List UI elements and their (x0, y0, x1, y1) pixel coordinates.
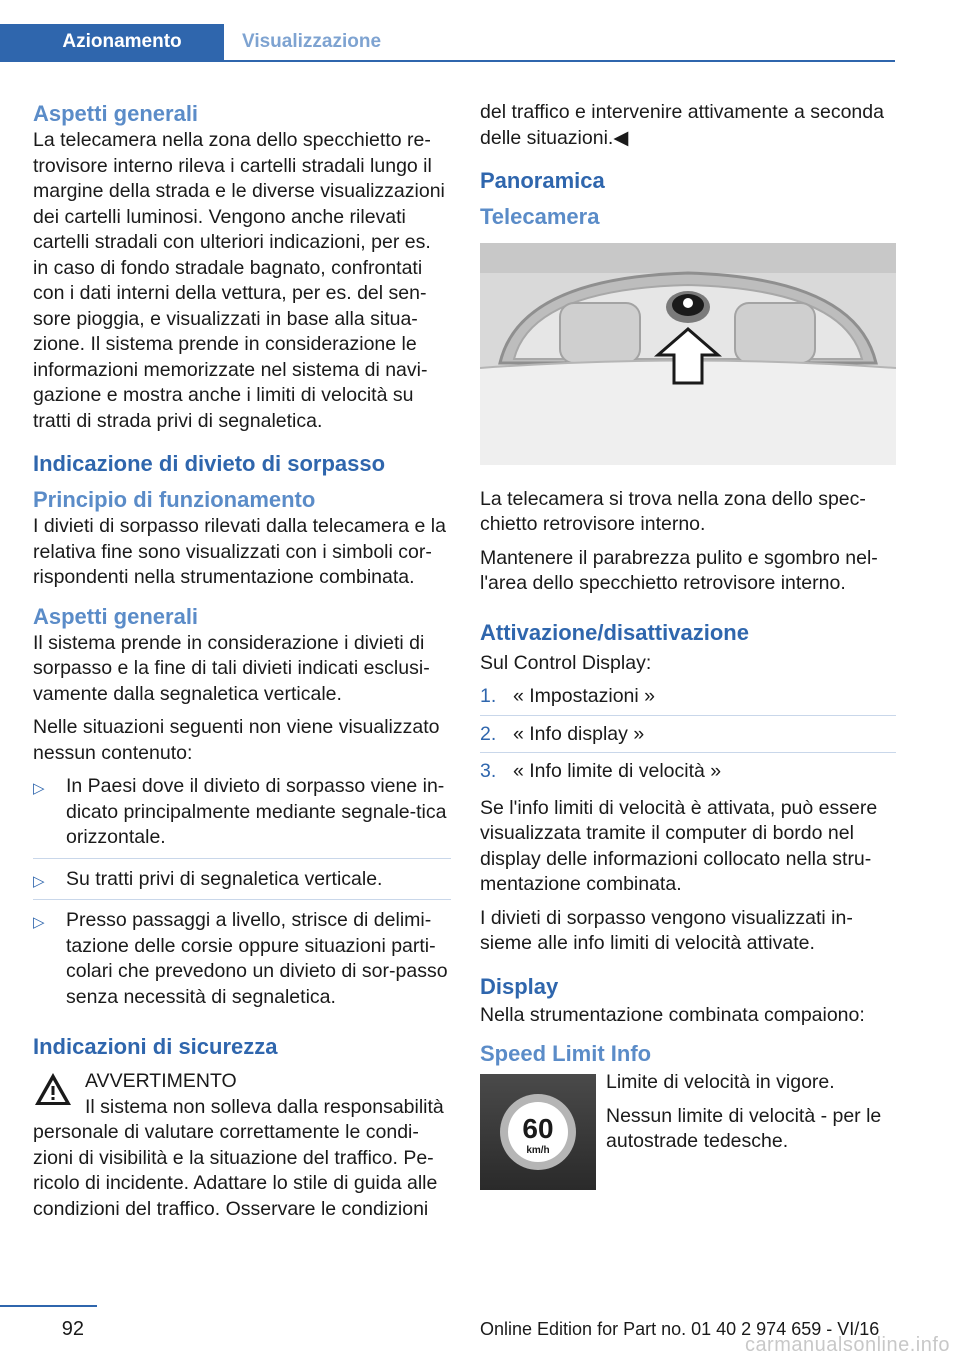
list-item (480, 722, 896, 754)
list-item-text: Presso passaggi a livello, strisce di delimi‐tazione delle corsie oppure situazioni parti‐colari che prevedono un divieto di sor‐passo senza necessità di segnaletica. (66, 909, 448, 1008)
heading-attivazione: Attivazione/disattivazione (480, 619, 749, 645)
step-text: « Info limite di velocità » (513, 760, 722, 782)
heading-speed-limit-info: Speed Limit Info (480, 1041, 652, 1066)
heading-principio: Principio di funzionamento (33, 487, 316, 512)
list-item (480, 684, 896, 716)
speed-limit-unit: km/h (526, 1145, 550, 1156)
list-item-text: Su tratti privi di segnaletica verticale. (66, 867, 383, 890)
list-item (33, 867, 451, 901)
left-column (33, 100, 451, 1222)
speed-limit-info (480, 1070, 896, 1190)
paragraph: del traffico e intervenire attivamente a seconda delle situazioni.◀ (480, 101, 884, 149)
step-number: 1. (480, 685, 497, 707)
step-text: « Impostazioni » (513, 685, 655, 707)
paragraph: Nessun limite di velocità - per le autostrade tedesche. (606, 1104, 882, 1152)
page-number-rule (0, 1305, 97, 1307)
chapter-tabs (0, 24, 895, 62)
warning-text: Il sistema non solleva dalla responsabilità personale di valutare correttamente le condi‐zioni di visibilità e la situazione del traffico. Pe‐ricolo di incidente. Adattare lo stile di guida alle condizioni del traffico. Osservare le condizioni (33, 1095, 444, 1220)
heading-divieto-sorpasso: Indicazione di divieto di sorpasso (33, 451, 386, 476)
speed-limit-value: 60 (522, 1113, 554, 1144)
tab-azionamento[interactable]: Azionamento (0, 24, 224, 60)
paragraph: Nella strumentazione combinata compaiono: (480, 1003, 865, 1026)
footer-edition: Online Edition for Part no. 01 40 2 974 659 - VI/16 (480, 1319, 880, 1339)
bullet-list (33, 774, 451, 1017)
paragraph: Sul Control Display: (480, 651, 652, 674)
warning-triangle-icon (33, 1071, 73, 1107)
page-number: 92 (61, 1318, 84, 1340)
speed-limit-sign-image (480, 1074, 596, 1190)
list-item (33, 908, 451, 1017)
warning-block (33, 1069, 451, 1222)
heading-sicurezza: Indicazioni di sicurezza (33, 1034, 278, 1059)
triangle-bullet-icon: ▷ (33, 914, 45, 931)
step-number: 3. (480, 760, 497, 782)
tab-rule (0, 60, 895, 62)
paragraph: Nelle situazioni seguenti non viene visualizzato nessun contenuto: (33, 716, 440, 764)
paragraph: La telecamera si trova nella zona dello spec‐chietto retrovisore interno. (480, 487, 866, 535)
list-item (480, 759, 896, 790)
heading-panoramica: Panoramica (480, 168, 605, 193)
list-item-text: In Paesi dove il divieto di sorpasso viene in‐dicato principalmente mediante segnale‐tica orizzontale. (66, 775, 447, 848)
paragraph: I divieti di sorpasso rilevati dalla telecamera e la relativa fine sono visualizzati con i simboli cor‐rispondenti nella strumentazione combinata. (33, 515, 446, 588)
heading-aspetti-generali-2: Aspetti generali (33, 603, 199, 629)
triangle-bullet-icon: ▷ (33, 872, 45, 890)
step-text: « Info display » (513, 722, 645, 745)
paragraph: Se l'info limiti di velocità è attivata, può essere visualizzata tramite il computer di bordo nel display delle informazioni collocato nella stru‐mentazione combinata. (480, 796, 878, 895)
heading-display: Display (480, 973, 559, 999)
speed-limit-text (606, 1070, 896, 1190)
camera-location-photo (480, 243, 896, 465)
paragraph: Il sistema prende in considerazione i divieti di sorpasso e la fine di tali divieti indicati esclusi‐vamente dalla segnaletica verticale. (33, 631, 430, 705)
paragraph: I divieti di sorpasso vengono visualizzati in‐sieme alle info limiti di velocità attivate. (480, 906, 853, 954)
right-column (480, 100, 896, 1190)
paragraph: Mantenere il parabrezza pulito e sgombro nel‐l'area dello specchietto retrovisore interno. (480, 546, 878, 594)
heading-aspetti-generali: Aspetti generali (33, 101, 199, 126)
warning-label: AVVERTIMENTO (85, 1070, 237, 1092)
list-item (33, 774, 451, 859)
paragraph: Limite di velocità in vigore. (606, 1071, 835, 1093)
steps-list (480, 684, 896, 790)
triangle-bullet-icon: ▷ (33, 780, 45, 797)
paragraph: La telecamera nella zona dello specchietto re‐trovisore interno rileva i cartelli stradali lungo il margine della strada e le diverse visualizzazioni dei cartelli luminosi. Vengono anche rilevati cartelli stradali con ulteriori indicazioni, per es. in caso di fondo stradale bagnato, confrontati con i dati interni della vettura, per es. del sen‐sore pioggia, e visualizzati in base alla situa‐zione. Il sistema prende in considerazione le informazioni memorizzate nel sistema di navi‐gazione e mostra anche i limiti di velocità su tratti di strada privi di segnaletica. (33, 129, 445, 432)
tab-visualizzazione[interactable]: Visualizzazione (242, 31, 382, 52)
step-number: 2. (480, 722, 497, 745)
heading-telecamera: Telecamera (480, 204, 600, 229)
watermark: carmanualsonline.info (744, 1334, 950, 1356)
